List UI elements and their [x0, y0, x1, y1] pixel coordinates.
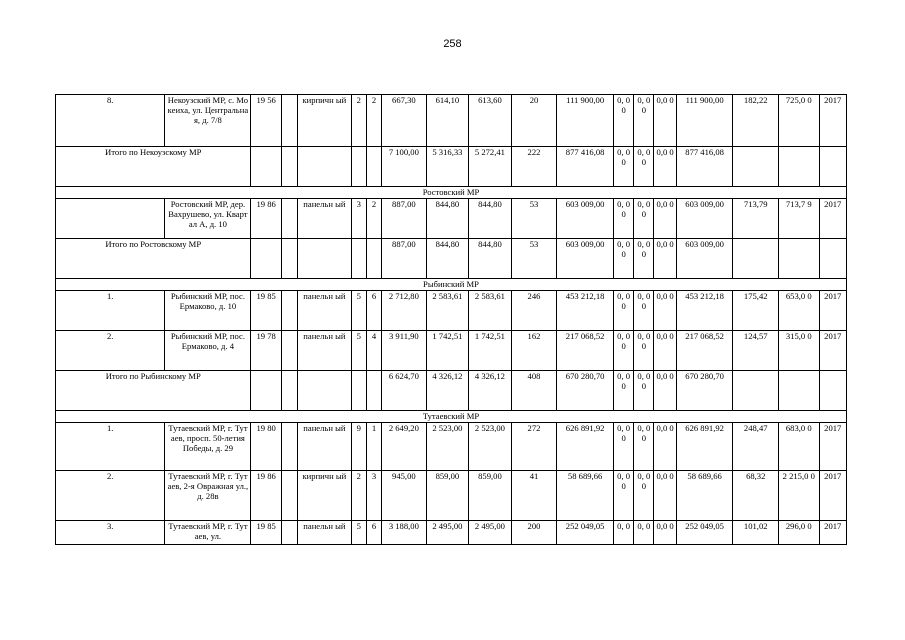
regional-fund-cell: 603 009,00 — [676, 239, 733, 279]
residents-cell: 53 — [511, 239, 557, 279]
fund-b-cell: 0, 0 0 — [634, 371, 654, 411]
fund-a-cell: 0, 0 0 — [613, 371, 633, 411]
fund-c-cell: 0,0 0 — [654, 147, 676, 187]
fund-b-cell: 0, 0 0 — [634, 331, 654, 371]
specific-cost-cell — [733, 147, 779, 187]
year-cell — [251, 239, 281, 279]
fund-b-cell: 0, 0 0 — [634, 291, 654, 331]
table-row — [56, 291, 847, 331]
fund-a-cell: 0, 0 0 — [613, 331, 633, 371]
specific-cost-cell — [733, 239, 779, 279]
fund-a-cell: 0, 0 0 — [613, 95, 633, 147]
total-area-cell: 6 624,70 — [382, 371, 427, 411]
row-number: 1. — [56, 423, 165, 471]
material-cell: кирпичн ый — [298, 95, 352, 147]
area-b-cell: 5 272,41 — [469, 147, 512, 187]
year-cell: 19 86 — [251, 471, 281, 521]
fund-b-cell: 0, 0 0 — [634, 147, 654, 187]
fund-a-cell: 0, 0 0 — [613, 471, 633, 521]
address-cell: Рыбинский МР, пос. Ермаково, д. 10 — [165, 291, 251, 331]
address-cell: Рыбинский МР, пос. Ермаково, д. 4 — [165, 331, 251, 371]
floors-cell — [351, 371, 366, 411]
plan-year-cell — [819, 239, 846, 279]
blank-cell — [281, 199, 297, 239]
fund-b-cell: 0, 0 0 — [634, 423, 654, 471]
blank-cell — [281, 239, 297, 279]
fund-b-cell: 0, 0 0 — [634, 471, 654, 521]
specific-cost-cell: 68,32 — [733, 471, 779, 521]
subtotal-row — [56, 371, 847, 411]
floors-cell: 5 — [351, 331, 366, 371]
entrances-cell: 6 — [366, 521, 381, 545]
subtotal-label: Итого по Ростовскому МР — [56, 239, 251, 279]
area-a-cell: 5 316,33 — [426, 147, 469, 187]
residents-cell: 408 — [511, 371, 557, 411]
limit-cost-cell — [779, 239, 820, 279]
blank-cell — [281, 521, 297, 545]
limit-cost-cell: 683,0 0 — [779, 423, 820, 471]
regional-fund-cell: 877 416,08 — [676, 147, 733, 187]
material-cell — [298, 371, 352, 411]
blank-cell — [281, 371, 297, 411]
area-b-cell: 2 495,00 — [469, 521, 512, 545]
year-cell: 19 85 — [251, 521, 281, 545]
area-a-cell: 859,00 — [426, 471, 469, 521]
fund-a-cell: 0, 0 0 — [613, 239, 633, 279]
floors-cell: 9 — [351, 423, 366, 471]
residents-cell: 20 — [511, 95, 557, 147]
area-a-cell: 844,80 — [426, 199, 469, 239]
limit-cost-cell — [779, 147, 820, 187]
material-cell: панельн ый — [298, 331, 352, 371]
entrances-cell: 3 — [366, 471, 381, 521]
specific-cost-cell: 713,79 — [733, 199, 779, 239]
table-row — [56, 199, 847, 239]
material-cell: панельн ый — [298, 199, 352, 239]
plan-year-cell: 2017 — [819, 521, 846, 545]
material-cell: панельн ый — [298, 291, 352, 331]
section-header-row — [56, 279, 847, 291]
plan-year-cell: 2017 — [819, 423, 846, 471]
area-a-cell: 2 495,00 — [426, 521, 469, 545]
floors-cell — [351, 239, 366, 279]
cost-cell: 111 900,00 — [557, 95, 614, 147]
blank-cell — [281, 291, 297, 331]
table-row — [56, 423, 847, 471]
fund-c-cell: 0,0 0 — [654, 95, 676, 147]
plan-year-cell: 2017 — [819, 95, 846, 147]
year-cell: 19 78 — [251, 331, 281, 371]
limit-cost-cell: 725,0 0 — [779, 95, 820, 147]
total-area-cell: 667,30 — [382, 95, 427, 147]
subtotal-label: Итого по Рыбинскому МР — [56, 371, 251, 411]
regional-fund-cell: 58 689,66 — [676, 471, 733, 521]
blank-cell — [281, 147, 297, 187]
specific-cost-cell: 182,22 — [733, 95, 779, 147]
subtotal-row — [56, 239, 847, 279]
entrances-cell — [366, 371, 381, 411]
fund-a-cell: 0, 0 0 — [613, 423, 633, 471]
residents-cell: 162 — [511, 331, 557, 371]
cost-cell: 670 280,70 — [557, 371, 614, 411]
floors-cell: 3 — [351, 199, 366, 239]
specific-cost-cell: 175,42 — [733, 291, 779, 331]
table-row — [56, 331, 847, 371]
fund-c-cell: 0,0 0 — [654, 423, 676, 471]
floors-cell: 2 — [351, 95, 366, 147]
year-cell: 19 56 — [251, 95, 281, 147]
material-cell — [298, 239, 352, 279]
row-number: 2. — [56, 331, 165, 371]
residents-cell: 200 — [511, 521, 557, 545]
plan-year-cell — [819, 371, 846, 411]
limit-cost-cell — [779, 371, 820, 411]
section-title: Ростовский МР — [56, 187, 847, 199]
limit-cost-cell: 713,7 9 — [779, 199, 820, 239]
area-b-cell: 859,00 — [469, 471, 512, 521]
fund-c-cell: 0,0 0 — [654, 521, 676, 545]
table-row — [56, 471, 847, 521]
total-area-cell: 887,00 — [382, 199, 427, 239]
page-number: 258 — [443, 38, 462, 50]
section-title: Тутаевский МР — [56, 411, 847, 423]
cost-cell: 603 009,00 — [557, 239, 614, 279]
total-area-cell: 887,00 — [382, 239, 427, 279]
specific-cost-cell: 101,02 — [733, 521, 779, 545]
material-cell: панельн ый — [298, 423, 352, 471]
material-cell — [298, 147, 352, 187]
cost-cell: 252 049,05 — [557, 521, 614, 545]
fund-a-cell: 0, 0 0 — [613, 291, 633, 331]
plan-year-cell — [819, 147, 846, 187]
blank-cell — [281, 471, 297, 521]
plan-year-cell: 2017 — [819, 291, 846, 331]
fund-b-cell: 0, 0 0 — [634, 95, 654, 147]
address-cell: Тутаевский МР, г. Тутаев, ул. — [165, 521, 251, 545]
cost-cell: 58 689,66 — [557, 471, 614, 521]
regional-fund-cell: 217 068,52 — [676, 331, 733, 371]
limit-cost-cell: 2 215,0 0 — [779, 471, 820, 521]
cost-cell: 603 009,00 — [557, 199, 614, 239]
fund-c-cell: 0,0 0 — [654, 471, 676, 521]
total-area-cell: 2 712,80 — [382, 291, 427, 331]
specific-cost-cell — [733, 371, 779, 411]
limit-cost-cell: 296,0 0 — [779, 521, 820, 545]
area-a-cell: 1 742,51 — [426, 331, 469, 371]
cost-cell: 217 068,52 — [557, 331, 614, 371]
row-number: 3. — [56, 521, 165, 545]
year-cell: 19 80 — [251, 423, 281, 471]
area-b-cell: 1 742,51 — [469, 331, 512, 371]
area-a-cell: 4 326,12 — [426, 371, 469, 411]
residents-cell: 41 — [511, 471, 557, 521]
address-cell: Некоузский МР, с. Мокеиха, ул. Центральная, д. 7/8 — [165, 95, 251, 147]
floors-cell: 5 — [351, 291, 366, 331]
area-a-cell: 2 583,61 — [426, 291, 469, 331]
year-cell: 19 86 — [251, 199, 281, 239]
address-cell: Тутаевский МР, г. Тутаев, 2-я Овражная ул., д. 28в — [165, 471, 251, 521]
fund-b-cell: 0, 0 0 — [634, 199, 654, 239]
address-cell: Ростовский МР, дер. Вахрушево, ул. Квартал А, д. 10 — [165, 199, 251, 239]
fund-a-cell: 0, 0 0 — [613, 147, 633, 187]
fund-c-cell: 0,0 0 — [654, 199, 676, 239]
row-number: 1. — [56, 291, 165, 331]
year-cell — [251, 371, 281, 411]
area-b-cell: 844,80 — [469, 199, 512, 239]
entrances-cell: 6 — [366, 291, 381, 331]
entrances-cell: 1 — [366, 423, 381, 471]
area-a-cell: 844,80 — [426, 239, 469, 279]
total-area-cell: 7 100,00 — [382, 147, 427, 187]
specific-cost-cell: 248,47 — [733, 423, 779, 471]
area-b-cell: 2 583,61 — [469, 291, 512, 331]
row-number: 2. — [56, 471, 165, 521]
blank-cell — [281, 423, 297, 471]
fund-c-cell: 0,0 0 — [654, 371, 676, 411]
row-number: 8. — [56, 95, 165, 147]
material-cell: кирпичн ый — [298, 471, 352, 521]
area-b-cell: 2 523,00 — [469, 423, 512, 471]
residents-cell: 246 — [511, 291, 557, 331]
regional-fund-cell: 252 049,05 — [676, 521, 733, 545]
table-row — [56, 95, 847, 147]
limit-cost-cell: 653,0 0 — [779, 291, 820, 331]
plan-year-cell: 2017 — [819, 199, 846, 239]
total-area-cell: 945,00 — [382, 471, 427, 521]
fund-b-cell: 0, 0 0 — [634, 239, 654, 279]
material-cell: панельн ый — [298, 521, 352, 545]
fund-b-cell: 0, 0 — [634, 521, 654, 545]
subtotal-row — [56, 147, 847, 187]
plan-year-cell: 2017 — [819, 331, 846, 371]
total-area-cell: 3 188,00 — [382, 521, 427, 545]
section-title: Рыбинский МР — [56, 279, 847, 291]
fund-a-cell: 0, 0 0 — [613, 199, 633, 239]
total-area-cell: 3 911,90 — [382, 331, 427, 371]
section-header-row — [56, 187, 847, 199]
entrances-cell — [366, 239, 381, 279]
floors-cell — [351, 147, 366, 187]
blank-cell — [281, 95, 297, 147]
year-cell — [251, 147, 281, 187]
housing-register-table — [55, 94, 847, 545]
regional-fund-cell: 670 280,70 — [676, 371, 733, 411]
regional-fund-cell: 111 900,00 — [676, 95, 733, 147]
residents-cell: 272 — [511, 423, 557, 471]
limit-cost-cell: 315,0 0 — [779, 331, 820, 371]
fund-c-cell: 0,0 0 — [654, 239, 676, 279]
regional-fund-cell: 626 891,92 — [676, 423, 733, 471]
year-cell: 19 85 — [251, 291, 281, 331]
residents-cell: 222 — [511, 147, 557, 187]
fund-c-cell: 0,0 0 — [654, 291, 676, 331]
section-header-row — [56, 411, 847, 423]
entrances-cell: 2 — [366, 199, 381, 239]
area-b-cell: 4 326,12 — [469, 371, 512, 411]
plan-year-cell: 2017 — [819, 471, 846, 521]
table-row — [56, 521, 847, 545]
row-number — [56, 199, 165, 239]
area-a-cell: 2 523,00 — [426, 423, 469, 471]
cost-cell: 453 212,18 — [557, 291, 614, 331]
floors-cell: 5 — [351, 521, 366, 545]
entrances-cell: 2 — [366, 95, 381, 147]
residents-cell: 53 — [511, 199, 557, 239]
area-a-cell: 614,10 — [426, 95, 469, 147]
regional-fund-cell: 453 212,18 — [676, 291, 733, 331]
total-area-cell: 2 649,20 — [382, 423, 427, 471]
entrances-cell: 4 — [366, 331, 381, 371]
floors-cell: 2 — [351, 471, 366, 521]
cost-cell: 626 891,92 — [557, 423, 614, 471]
cost-cell: 877 416,08 — [557, 147, 614, 187]
address-cell: Тутаевский МР, г. Тутаев, просп. 50-летия Победы, д. 29 — [165, 423, 251, 471]
fund-a-cell: 0, 0 — [613, 521, 633, 545]
area-b-cell: 844,80 — [469, 239, 512, 279]
blank-cell — [281, 331, 297, 371]
entrances-cell — [366, 147, 381, 187]
regional-fund-cell: 603 009,00 — [676, 199, 733, 239]
fund-c-cell: 0,0 0 — [654, 331, 676, 371]
area-b-cell: 613,60 — [469, 95, 512, 147]
subtotal-label: Итого по Некоузскому МР — [56, 147, 251, 187]
specific-cost-cell: 124,57 — [733, 331, 779, 371]
